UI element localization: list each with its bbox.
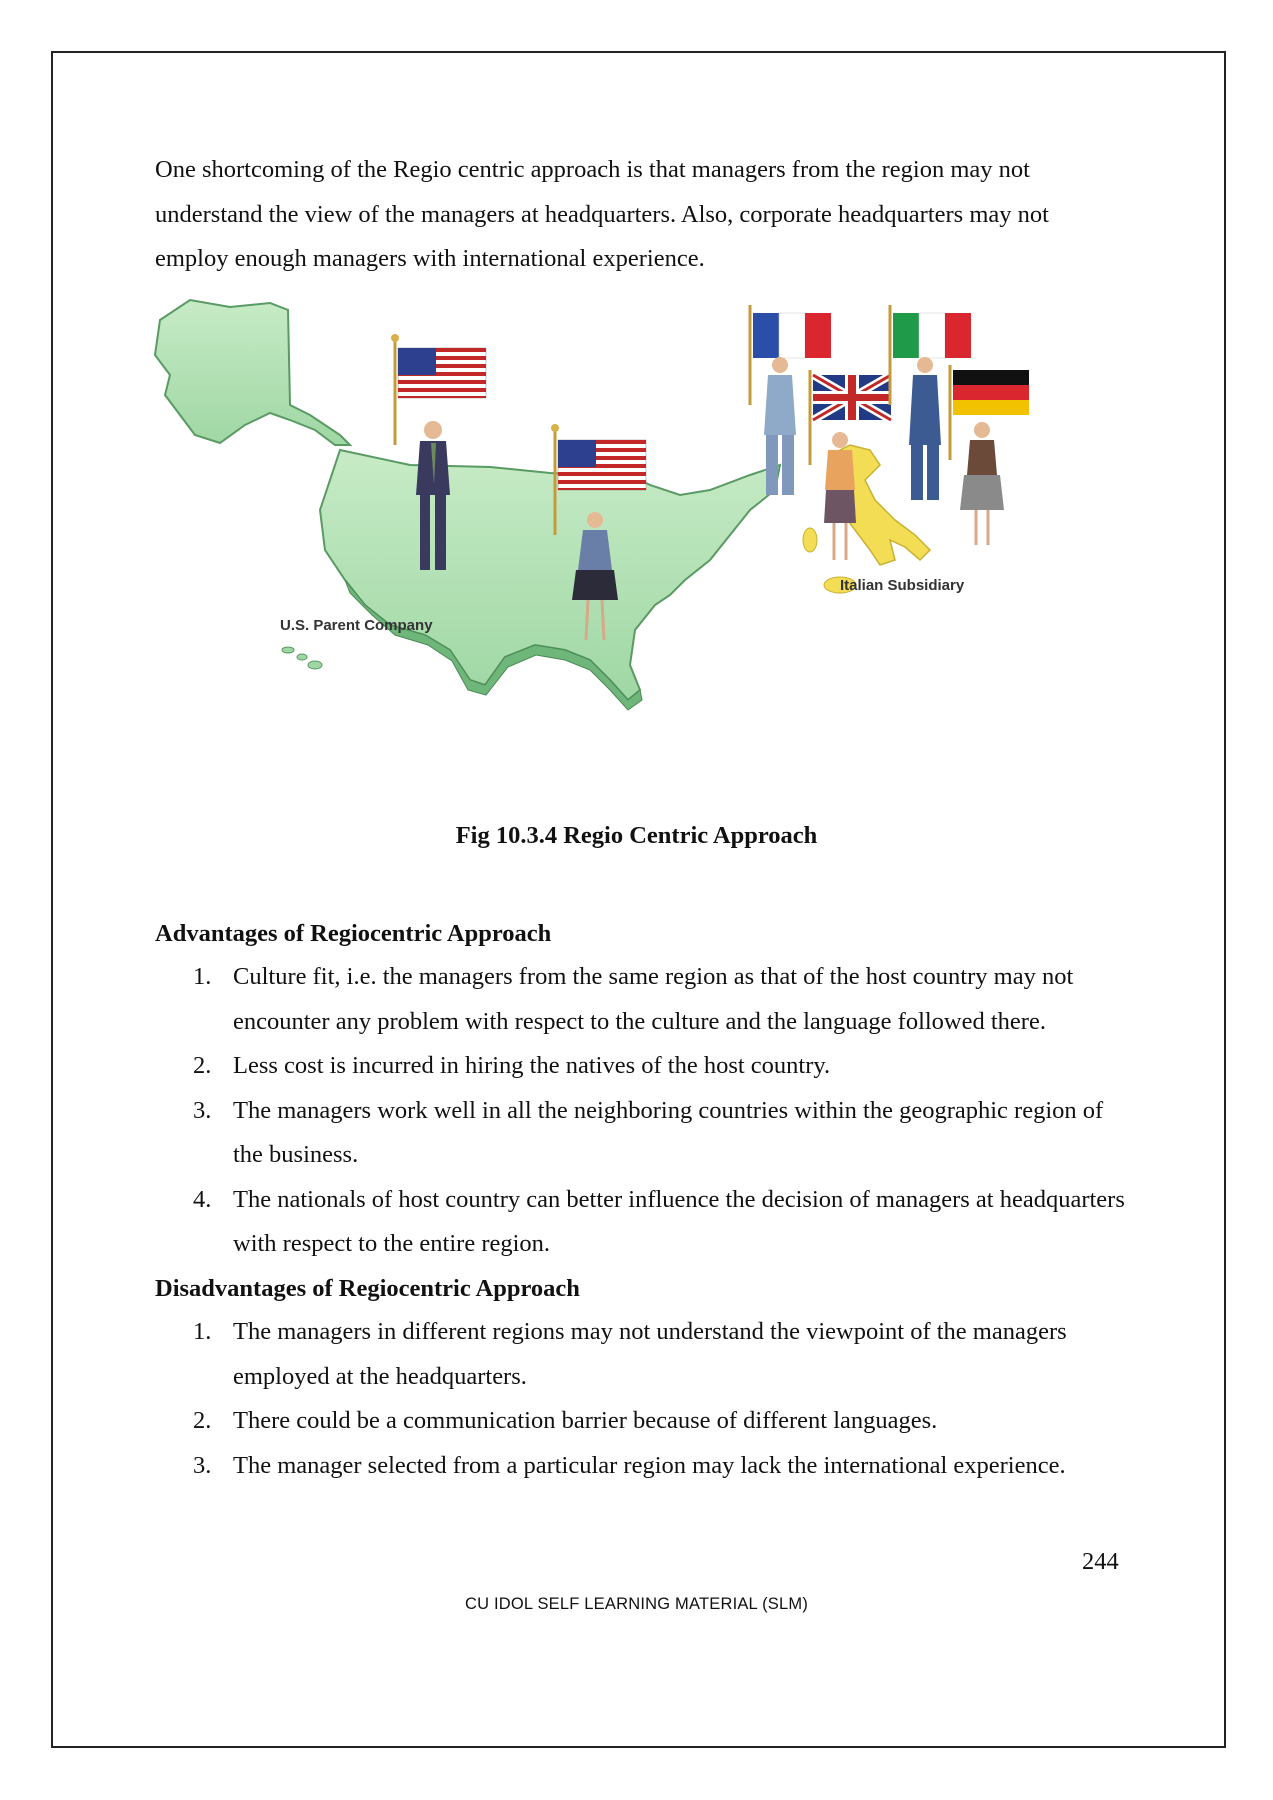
hawaii-islands xyxy=(282,647,322,669)
list-item-text: There could be a communication barrier because of different languages. xyxy=(233,1407,938,1434)
alaska-map-illustration xyxy=(155,300,350,445)
disadvantages-heading: Disadvantages of Regiocentric Approach xyxy=(155,1275,580,1302)
list-item-number: 2. xyxy=(193,1407,212,1434)
list-item xyxy=(155,1089,1135,1178)
disadvantages-list xyxy=(155,1310,1135,1488)
advantages-heading: Advantages of Regiocentric Approach xyxy=(155,920,552,947)
footer-text: CU IDOL SELF LEARNING MATERIAL (SLM) xyxy=(464,1595,809,1613)
us-map-illustration xyxy=(320,450,780,700)
manager-figure xyxy=(824,432,856,560)
list-item-number: 1. xyxy=(193,1318,212,1345)
list-item-text: The managers work well in all the neighboring countries within the geographic region of the business. xyxy=(233,1096,1104,1168)
manager-figure xyxy=(764,357,796,495)
manager-figure xyxy=(909,357,941,500)
list-item-number: 1. xyxy=(193,963,212,990)
list-item-text: The manager selected from a particular region may lack the international experience. xyxy=(233,1451,1066,1479)
regiocentric-figure xyxy=(150,295,1130,785)
list-item-number: 3. xyxy=(193,1096,212,1124)
list-item xyxy=(155,1178,1135,1267)
list-item xyxy=(155,1399,1135,1444)
figure-caption: Fig 10.3.4 Regio Centric Approach xyxy=(455,822,818,849)
us-parent-company-label: U.S. Parent Company xyxy=(280,617,433,634)
manager-figure xyxy=(960,422,1004,545)
italian-subsidiary-label: Italian Subsidiary xyxy=(840,577,965,594)
list-item-text: Culture fit, i.e. the managers from the same region as that of the host country may not encounter any problem with respect to the culture and the language followed there. xyxy=(233,963,1074,1035)
list-item-text: The nationals of host country can better influence the decision of managers at headquarters with respect to the entire region. xyxy=(233,1185,1125,1257)
list-item-text: Less cost is incurred in hiring the natives of the host country. xyxy=(233,1052,831,1079)
list-item xyxy=(155,955,1135,1044)
page-number: 244 xyxy=(1082,1548,1119,1575)
advantages-list xyxy=(155,955,1135,1267)
list-item-text: The managers in different regions may not understand the viewpoint of the managers employed at the headquarters. xyxy=(233,1318,1067,1390)
list-item xyxy=(155,1044,1135,1089)
list-item-number: 2. xyxy=(193,1052,212,1079)
list-item xyxy=(155,1444,1135,1489)
list-item xyxy=(155,1310,1135,1399)
list-item-number: 3. xyxy=(193,1451,212,1479)
intro-paragraph: One shortcoming of the Regio centric approach is that managers from the region may not understand the view of the managers at headquarters. Also, corporate headquarters may not employ enough managers with international experience. xyxy=(155,156,1049,272)
list-item-number: 4. xyxy=(193,1185,212,1213)
